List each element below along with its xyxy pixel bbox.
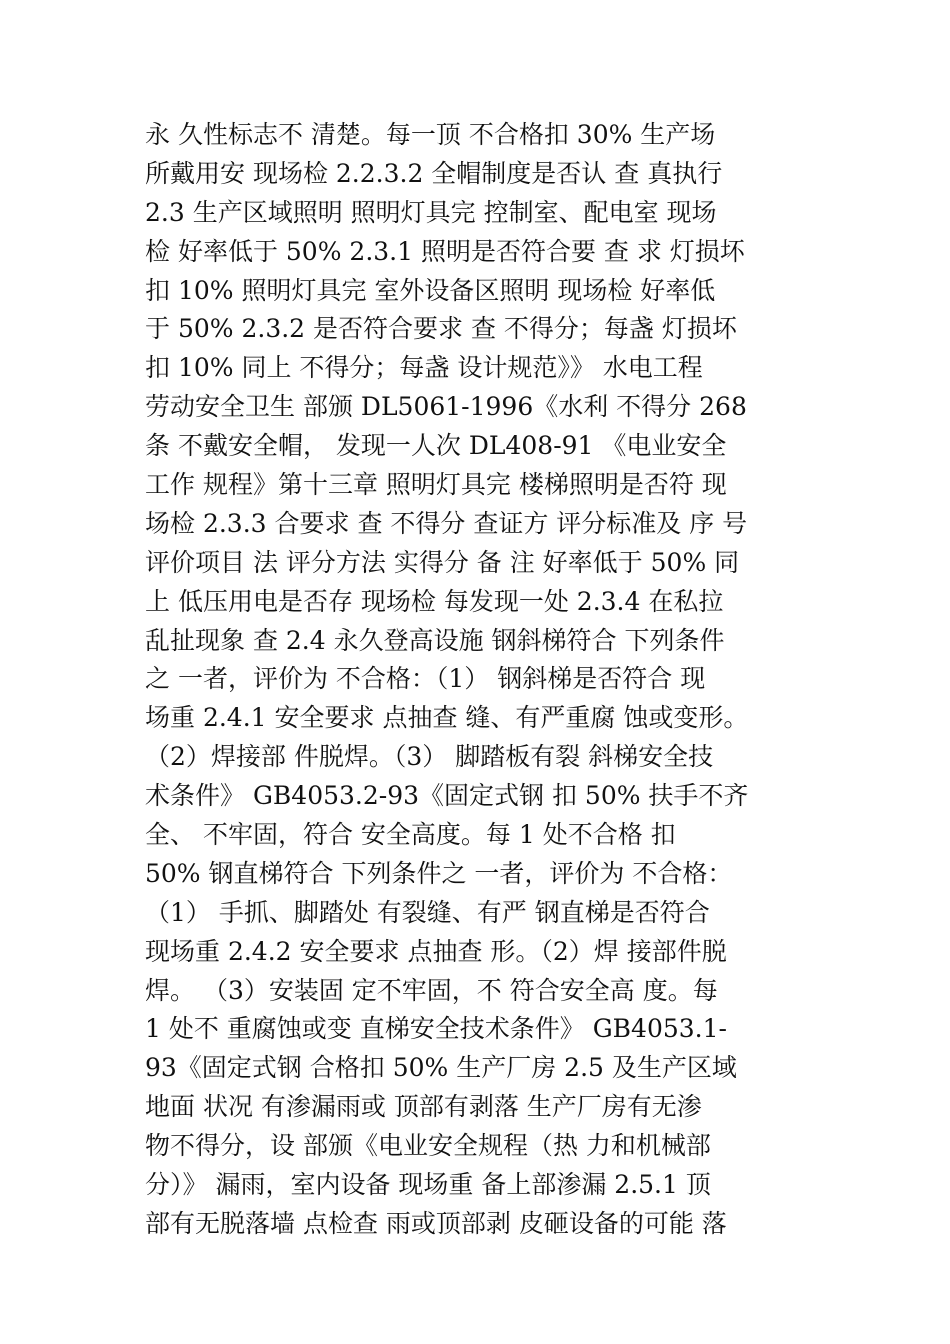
text-line: 之 一者，评价为 不合格：（1） 钢斜梯是否符合 现: [145, 664, 706, 694]
text-line: 乱扯现象 查 2.4 永久登高设施 钢斜梯符合 下列条件: [145, 625, 725, 655]
text-line: 永 久性标志不 清楚。每一顶 不合格扣 30% 生产场: [145, 120, 716, 149]
text-line: 术条件》 GB4053.2-93《固定式钢 扣 50% 扶手不齐: [145, 781, 749, 811]
text-line: 所戴用安 现场检 2.2.3.2 全帽制度是否认 查 真执行: [145, 158, 723, 188]
text-line: 场重 2.4.1 安全要求 点抽查 缝、有严重腐 蚀或变形。: [145, 703, 749, 733]
text-line: 工作 规程》第十三章 照明灯具完 楼梯照明是否符 现: [145, 470, 727, 500]
text-line: 部有无脱落墙 点检查 雨或顶部剥 皮砸设备的可能 落: [145, 1208, 727, 1238]
text-line: 条 不戴安全帽， 发现一人次 DL408-91 《电业安全: [145, 431, 727, 461]
text-line: （2）焊接部 件脱焊。（3） 脚踏板有裂 斜梯安全技: [145, 742, 714, 772]
text-line: 上 低压用电是否存 现场检 每发现一处 2.3.4 在私拉: [145, 586, 724, 616]
text-line: 于 50% 2.3.2 是否符合要求 查 不得分；每盏 灯损坏: [145, 314, 737, 344]
text-line: 场检 2.3.3 合要求 查 不得分 查证方 评分标准及 序 号: [145, 508, 748, 538]
document-body: [145, 116, 815, 1244]
text-line: 焊。 （3）安装固 定不牢固，不 符合安全高 度。每: [145, 975, 718, 1005]
text-line: 物不得分，设 部颁《电业安全规程（热 力和机械部: [145, 1131, 711, 1161]
text-line: 现场重 2.4.2 安全要求 点抽查 形。（2）焊 接部件脱: [145, 936, 727, 966]
text-line: 1 处不 重腐蚀或变 直梯安全技术条件》 GB4053.1-: [145, 1014, 727, 1044]
text-line: 分）》 漏雨，室内设备 现场重 备上部渗漏 2.5.1 顶: [145, 1170, 711, 1200]
text-line: 全、 不牢固，符合 安全高度。每 1 处不合格 扣: [145, 820, 676, 850]
text-line: 评价项目 法 评分方法 实得分 备 注 好率低于 50% 同: [145, 547, 740, 577]
text-line: 检 好率低于 50% 2.3.1 照明是否符合要 查 求 灯损坏: [145, 236, 745, 266]
text-line: 2.3 生产区域照明 照明灯具完 控制室、配电室 现场: [145, 197, 717, 227]
text-line: 93《固定式钢 合格扣 50% 生产厂房 2.5 及生产区域: [145, 1053, 737, 1083]
text-line: 扣 10% 照明灯具完 室外设备区照明 现场检 好率低: [145, 275, 716, 305]
text-line: 劳动安全卫生 部颁 DL5061-1996《水利 不得分 268: [145, 392, 747, 422]
text-line: 扣 10% 同上 不得分；每盏 设计规范》》 水电工程: [145, 353, 703, 383]
text-line: 50% 钢直梯符合 下列条件之 一者，评价为 不合格：: [145, 858, 733, 888]
text-line: （1） 手抓、脚踏处 有裂缝、有严 钢直梯是否符合: [145, 897, 710, 927]
text-line: 地面 状况 有渗漏雨或 顶部有剥落 生产厂房有无渗: [145, 1092, 702, 1122]
